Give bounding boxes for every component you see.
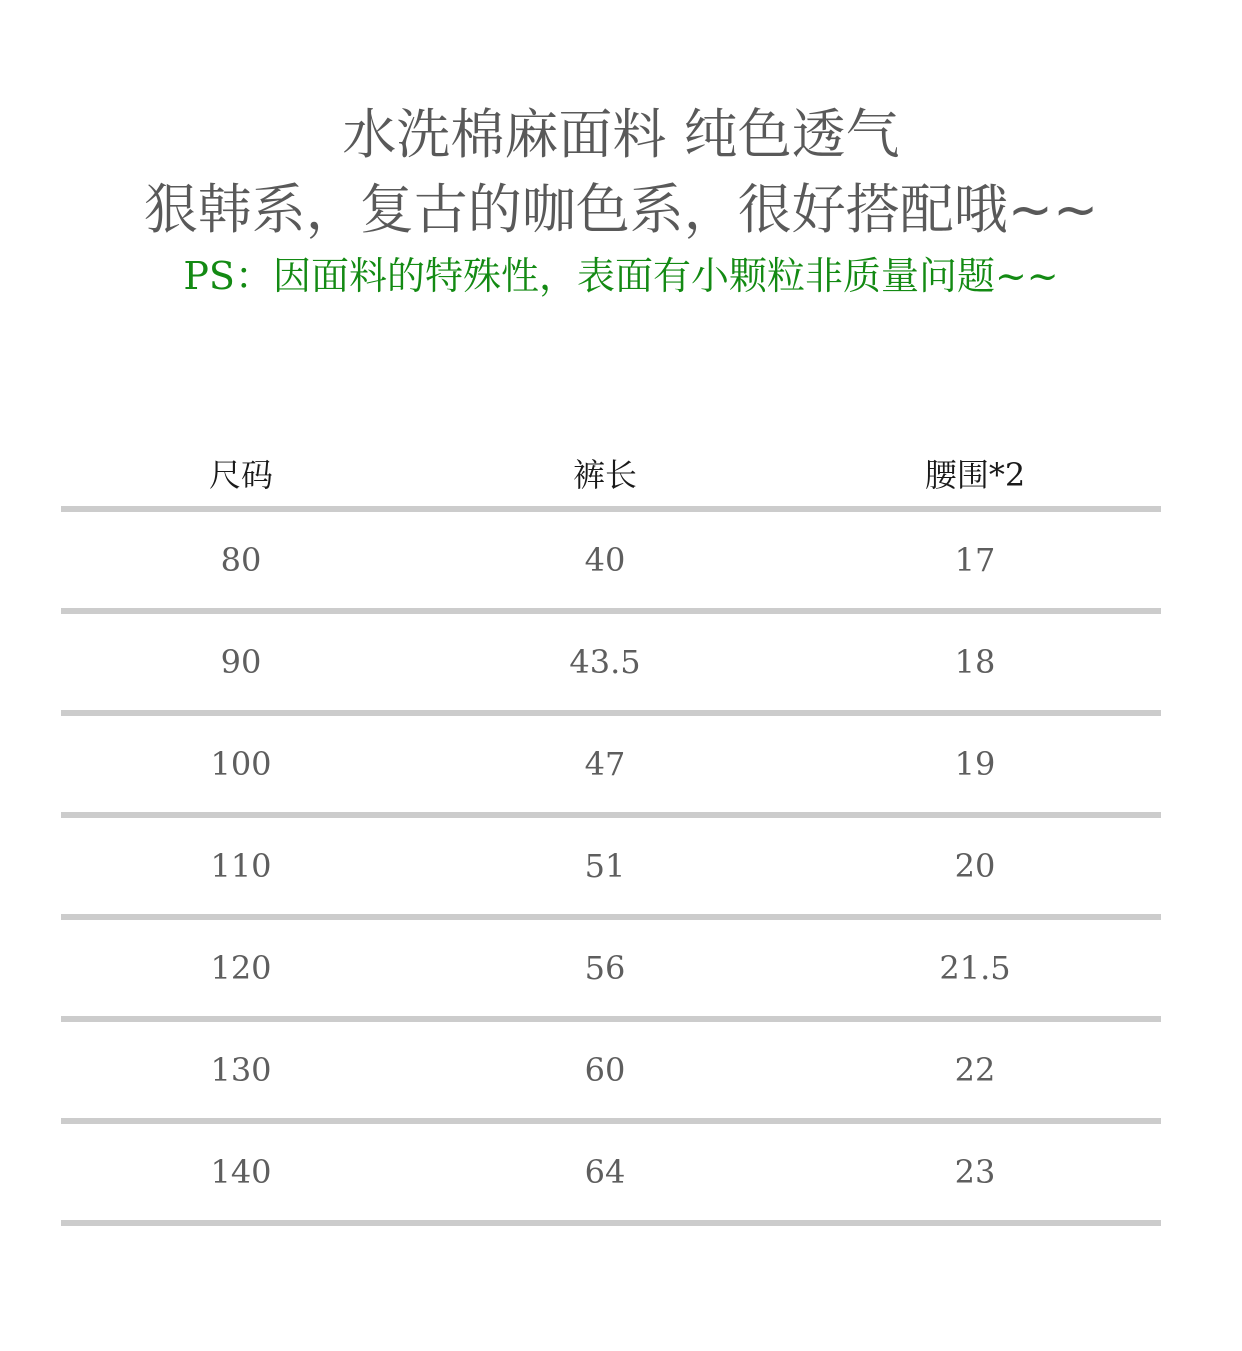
cell-pants-length: 64 — [584, 1153, 626, 1191]
cell-waist: 18 — [954, 643, 996, 681]
header-pants-length: 裤长 — [572, 456, 637, 494]
cell-size: 140 — [210, 1153, 272, 1191]
table-row — [61, 1022, 1161, 1118]
header-size: 尺码 — [208, 456, 273, 494]
cell-size: 100 — [210, 745, 272, 783]
cell-size: 110 — [210, 847, 272, 885]
cell-waist: 19 — [954, 745, 996, 783]
note-text: PS：因面料的特殊性，表面有小颗粒非质量问题~~ — [183, 254, 1059, 298]
cell-pants-length: 40 — [584, 541, 626, 579]
cell-pants-length: 47 — [584, 745, 626, 783]
cell-size: 120 — [210, 949, 272, 987]
table-divider — [61, 1220, 1161, 1226]
cell-size: 80 — [220, 541, 262, 579]
size-table — [61, 450, 1161, 1226]
header-waist: 腰围*2 — [924, 456, 1026, 494]
table-row — [61, 920, 1161, 1016]
cell-waist: 17 — [954, 541, 996, 579]
table-row — [61, 818, 1161, 914]
table-row — [61, 512, 1161, 608]
cell-waist: 23 — [954, 1153, 996, 1191]
cell-size: 130 — [210, 1051, 272, 1089]
table-header — [61, 450, 1161, 506]
table-row — [61, 1124, 1161, 1220]
cell-size: 90 — [220, 643, 262, 681]
cell-pants-length: 60 — [584, 1051, 626, 1089]
cell-pants-length: 43.5 — [569, 643, 641, 681]
headline-fabric: 水洗棉麻面料 纯色透气 — [342, 103, 900, 166]
table-row — [61, 716, 1161, 812]
cell-pants-length: 56 — [584, 949, 626, 987]
cell-waist: 21.5 — [939, 949, 1011, 987]
table-row — [61, 614, 1161, 710]
cell-pants-length: 51 — [584, 847, 626, 885]
cell-waist: 20 — [954, 847, 996, 885]
headline-style: 狠韩系，复古的咖色系，很好搭配哦~~ — [143, 178, 1099, 241]
cell-waist: 22 — [954, 1051, 996, 1089]
